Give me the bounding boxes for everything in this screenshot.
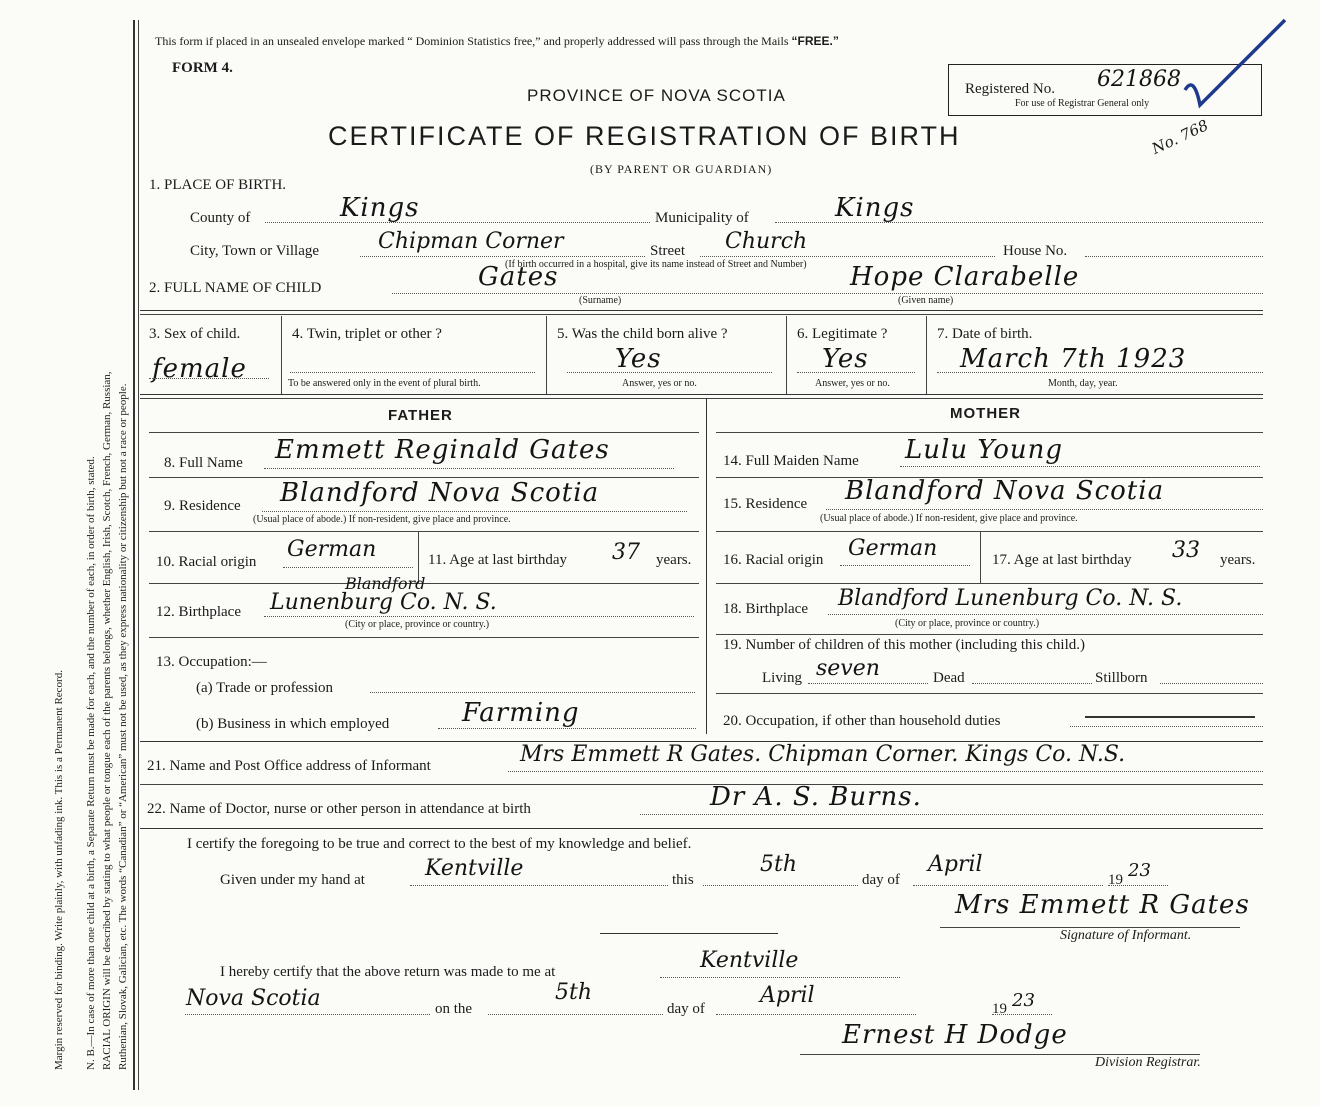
father-age-unit: years.	[656, 552, 692, 568]
occupation-label: 13. Occupation:—	[156, 654, 267, 670]
registrar-signature-label: Division Registrar.	[1095, 1055, 1201, 1070]
municipality-label: Municipality of	[655, 210, 749, 226]
registrar-note: For use of Registrar General only	[1015, 98, 1150, 109]
given-place-value: Kentville	[425, 856, 524, 881]
informant-value: Mrs Emmett R Gates. Chipman Corner. Kings Co. N.S.	[520, 742, 1126, 767]
mother-name-label: 14. Full Maiden Name	[723, 453, 859, 469]
stillborn-label: Stillborn	[1095, 670, 1148, 686]
date-label: 7. Date of birth.	[937, 326, 1033, 342]
registered-value: 621868	[1097, 67, 1181, 92]
county-label: County of	[190, 210, 251, 226]
mother-age-unit: years.	[1220, 552, 1256, 568]
business-label: (b) Business in which employed	[196, 716, 390, 732]
informant-label: 21. Name and Post Office address of Informant	[147, 758, 431, 774]
mother-occupation-label: 20. Occupation, if other than household duties	[723, 713, 1001, 729]
on-the-label: on the	[435, 1001, 473, 1017]
child-surname-value: Gates	[478, 262, 559, 292]
mail-notice: This form if placed in an unsealed envelope marked “ Dominion Statistics free,” and properly addressed will pass through the Mails “FREE.”	[155, 34, 839, 48]
surname-note: (Surname)	[579, 295, 622, 306]
mother-age-value: 33	[1172, 538, 1200, 563]
page-subtitle: (BY PARENT OR GUARDIAN)	[590, 162, 773, 176]
mother-birthplace-label: 18. Birthplace	[723, 601, 808, 617]
informant-signature: Mrs Emmett R Gates	[955, 890, 1250, 920]
father-race-label: 10. Racial origin	[156, 554, 257, 570]
mother-res-note: (Usual place of abode.) If non-resident, give place and province.	[820, 513, 1078, 524]
certify-month-value: April	[928, 852, 983, 877]
side-mark: No. 768	[1149, 116, 1212, 158]
alive-label: 5. Was the child born alive ?	[557, 326, 728, 342]
mother-name-value: Lulu Young	[905, 435, 1064, 465]
mother-race-value: German	[848, 536, 938, 561]
certify-day-of-label: day of	[862, 872, 900, 888]
father-name-label: 8. Full Name	[164, 455, 243, 471]
registrar-day-value: 5th	[555, 980, 593, 1005]
children-label: 19. Number of children of this mother (including this child.)	[723, 637, 1086, 653]
margin-note-binding: Margin reserved for binding. Write plainly, with unfading ink. This is a Permanent Record.	[53, 670, 65, 1070]
legit-value: Yes	[822, 344, 869, 374]
given-label: Given under my hand at	[220, 872, 365, 888]
margin-note-racial-2: Ruthenian, Slovak, Galician, etc. The words “Canadian” or “American” must not be used, as they express nationality or citizenship but not a race or people.	[117, 383, 129, 1070]
certify-day-value: 5th	[760, 852, 798, 877]
certify-year-value: 23	[1128, 860, 1151, 881]
province-heading: PROVINCE OF NOVA SCOTIA	[527, 86, 786, 105]
mother-age-label: 17. Age at last birthday	[992, 552, 1132, 568]
child-name-label: 2. FULL NAME OF CHILD	[149, 280, 322, 296]
date-value: March 7th 1923	[960, 344, 1187, 374]
alive-note: Answer, yes or no.	[622, 378, 697, 389]
mother-birthplace-note: (City or place, province or country.)	[895, 618, 1040, 629]
father-birthplace-value: Lunenburg Co. N. S.	[270, 590, 497, 615]
place-label: 1. PLACE OF BIRTH.	[149, 177, 287, 193]
twin-note: To be answered only in the event of plural birth.	[288, 378, 481, 389]
municipality-value: Kings	[835, 193, 915, 223]
given-note: (Given name)	[898, 295, 954, 306]
margin-note-nb: N. B.—In case of more than one child at a birth, a Separate Return must be made for each, and the number of each, in order of birth, stated.	[85, 456, 97, 1070]
registrar-statement: I hereby certify that the above return was made to me at	[220, 964, 556, 980]
margin-rule-inner	[138, 20, 139, 1090]
registrar-signature: Ernest H Dodge	[842, 1020, 1068, 1050]
alive-value: Yes	[615, 344, 662, 374]
city-label: City, Town or Village	[190, 243, 320, 259]
child-given-value: Hope Clarabelle	[850, 262, 1080, 292]
doctor-value: Dr A. S. Burns.	[710, 782, 922, 812]
father-race-value: German	[287, 537, 377, 562]
father-res-label: 9. Residence	[164, 498, 241, 514]
twin-label: 4. Twin, triplet or other ?	[292, 326, 442, 342]
sex-value: female	[152, 354, 247, 384]
margin-notes	[45, 0, 145, 1107]
mother-res-value: Blandford Nova Scotia	[845, 476, 1165, 506]
page-title: CERTIFICATE OF REGISTRATION OF BIRTH	[328, 121, 961, 151]
father-heading: FATHER	[388, 407, 453, 424]
legit-label: 6. Legitimate ?	[797, 326, 888, 342]
registrar-day-of-label: day of	[667, 1001, 705, 1017]
father-res-value: Blandford Nova Scotia	[280, 478, 600, 508]
registrar-year-value: 23	[1012, 990, 1035, 1011]
legit-note: Answer, yes or no.	[815, 378, 890, 389]
registrar-month-value: April	[760, 983, 815, 1008]
registrar-province-value: Nova Scotia	[186, 986, 321, 1011]
living-value: seven	[816, 656, 880, 681]
date-note: Month, day, year.	[1048, 378, 1118, 389]
hospital-note: (If birth occurred in a hospital, give its name instead of Street and Number)	[505, 259, 807, 270]
certify-year-prefix: 19	[1108, 872, 1123, 888]
business-value: Farming	[462, 698, 580, 728]
margin-rule	[133, 20, 135, 1090]
father-age-label: 11. Age at last birthday	[428, 552, 567, 568]
registered-label: Registered No.	[965, 81, 1055, 97]
father-birthplace-label: 12. Birthplace	[156, 604, 241, 620]
father-res-note: (Usual place of abode.) If non-resident, give place and province.	[253, 514, 511, 525]
trade-label: (a) Trade or profession	[196, 680, 334, 696]
dead-label: Dead	[933, 670, 965, 686]
living-label: Living	[762, 670, 802, 686]
certify-statement: I certify the foregoing to be true and correct to the best of my knowledge and belief.	[187, 836, 692, 852]
house-label: House No.	[1003, 243, 1068, 259]
registrar-year-prefix: 19	[992, 1001, 1007, 1017]
city-value: Chipman Corner	[378, 229, 564, 254]
margin-note-racial-1: RACIAL ORIGIN will be described by stating to what people or tongue each of the parents belongs, whether English, Irish, Scotch, French, German, Russian,	[101, 371, 113, 1070]
street-value: Church	[725, 229, 808, 254]
street-label: Street	[650, 243, 685, 259]
mother-race-label: 16. Racial origin	[723, 552, 824, 568]
registrar-place-value: Kentville	[700, 948, 799, 973]
sex-label: 3. Sex of child.	[149, 326, 241, 342]
father-birthplace-note: (City or place, province or country.)	[345, 619, 490, 630]
county-value: Kings	[340, 193, 420, 223]
mother-birthplace-value: Blandford Lunenburg Co. N. S.	[838, 586, 1183, 611]
form-number: FORM 4.	[172, 60, 233, 76]
check-mark-icon	[1180, 15, 1290, 110]
informant-signature-label: Signature of Informant.	[1060, 928, 1192, 943]
father-birthplace-top: Blandford	[345, 574, 426, 593]
father-age-value: 37	[612, 540, 640, 565]
doctor-label: 22. Name of Doctor, nurse or other person in attendance at birth	[147, 801, 531, 817]
mother-res-label: 15. Residence	[723, 496, 808, 512]
mother-heading: MOTHER	[950, 405, 1021, 422]
this-label: this	[672, 872, 694, 888]
father-name-value: Emmett Reginald Gates	[275, 435, 610, 465]
